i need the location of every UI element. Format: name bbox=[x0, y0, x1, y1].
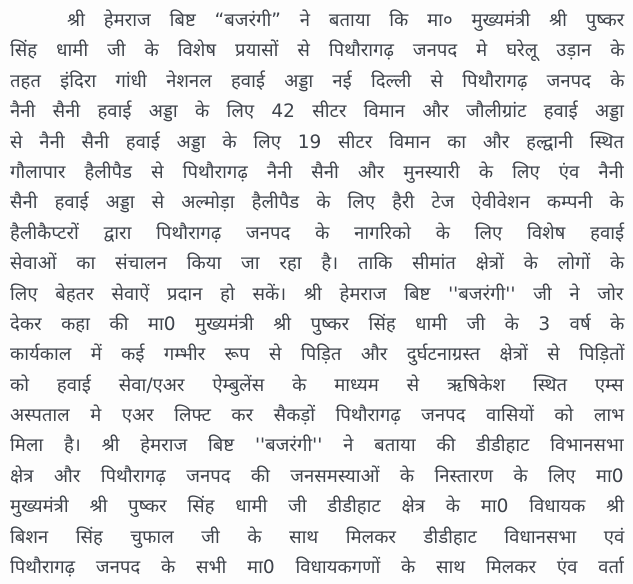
text-line bbox=[10, 462, 624, 492]
text-line bbox=[10, 401, 624, 431]
text-line bbox=[10, 340, 624, 370]
text-line-content: तहत इंदिरा गांधी नेशनल हवाई अड्डा नई दिल्ली से पिथौरागढ़ जनपद के bbox=[10, 70, 625, 92]
text-line-content: सेवाओं का संचालन किया जा रहा है। ताकि सीमांत क्षेत्रों के लोगों के bbox=[10, 253, 625, 275]
text-line-content: बिशन सिंह चुफाल जी के साथ मिलकर डीडीहाट विधानसभा एवं bbox=[10, 526, 625, 548]
text-line-content: गौलापार हैलीपैड से पिथौरागढ़ नैनी सैनी और मुनस्यारी के लिए एंव नैनी bbox=[10, 161, 624, 183]
text-line bbox=[10, 280, 624, 310]
text-line bbox=[10, 128, 624, 158]
text-line-content: से नैनी सैनी हवाई अड्डा के लिए 19 सीटर विमान का और हल्द्वानी स्थित bbox=[10, 131, 624, 153]
text-line bbox=[10, 6, 624, 36]
text-line bbox=[10, 249, 624, 279]
text-line-content: अस्पताल मे एअर लिफ्ट कर सैकड़ों पिथौरागढ़ जनपद वासियों को लाभ bbox=[10, 405, 625, 427]
text-line-content: क्षेत्र और पिथौरागढ़ जनपद की जनसमस्याओं के निस्तारण के लिए मा0 bbox=[10, 465, 624, 487]
text-line bbox=[10, 553, 624, 583]
text-line-content: कार्यकाल में कई गम्भीर रूप से पिड़ित और दुर्घटनाग्रस्त क्षेत्रों से पिड़ितों bbox=[10, 344, 625, 366]
text-line bbox=[10, 371, 624, 401]
text-line-content: मिला है। श्री हेमराज बिष्ट ''बजरंगी'' ने बताया की डीडीहाट विभानसभा bbox=[10, 435, 624, 457]
text-line bbox=[10, 158, 624, 188]
text-line-content: पिथौरागढ़ जनपद के सभी मा0 विधायकगणों के साथ मिलकर एंव वर्ता bbox=[10, 557, 624, 579]
text-line bbox=[10, 523, 624, 553]
text-line bbox=[10, 97, 624, 127]
text-line bbox=[10, 219, 624, 249]
text-line-content: श्री हेमराज बिष्ट “बजरंगी” ने बताया कि मा० मुख्यमंत्री श्री पुष्कर bbox=[67, 10, 625, 31]
text-line-content: को हवाई सेवा/एअर ऐम्बुलेंस के माध्यम से ऋषिकेश स्थित एम्स bbox=[10, 374, 624, 396]
text-line bbox=[10, 492, 624, 522]
text-line-content: सैनी हवाई अड्डा से अल्मोड़ा हैलीपैड के लिए हैरी टेज ऐवीवेशन कम्पनी के bbox=[10, 192, 624, 214]
text-line bbox=[10, 310, 624, 340]
text-line bbox=[10, 67, 624, 97]
text-line bbox=[10, 431, 624, 461]
text-line bbox=[10, 36, 624, 66]
paragraph bbox=[10, 6, 624, 583]
text-line-content: सिंह धामी जी के विशेष प्रयासों से पिथौरागढ़ जनपद मे घरेलू उड़ान के bbox=[10, 40, 625, 62]
text-line-content: देकर कहा की मा0 मुख्यमंत्री श्री पुष्कर सिंह धामी जी के 3 वर्ष के bbox=[10, 313, 625, 335]
text-line-content: मुख्यमंत्री श्री पुष्कर सिंह धामी जी डीडीहाट क्षेत्र के मा0 विधायक श्री bbox=[10, 496, 625, 518]
text-line bbox=[10, 188, 624, 218]
text-line-content: नैनी सैनी हवाई अड्डा के लिए 42 सीटर विमान और जौलीग्रांट हवाई अड्डा bbox=[10, 101, 624, 123]
text-line-content: लिए बेहतर सेवाऐं प्रदान हो सकें। श्री हेमराज बिष्ट ''बजरंगी'' जी ने जोर bbox=[10, 283, 624, 305]
text-line-content: हैलीकैप्टरों द्वारा पिथौरागढ़ जनपद के नागरिको के लिए विशेष हवाई bbox=[10, 222, 625, 244]
